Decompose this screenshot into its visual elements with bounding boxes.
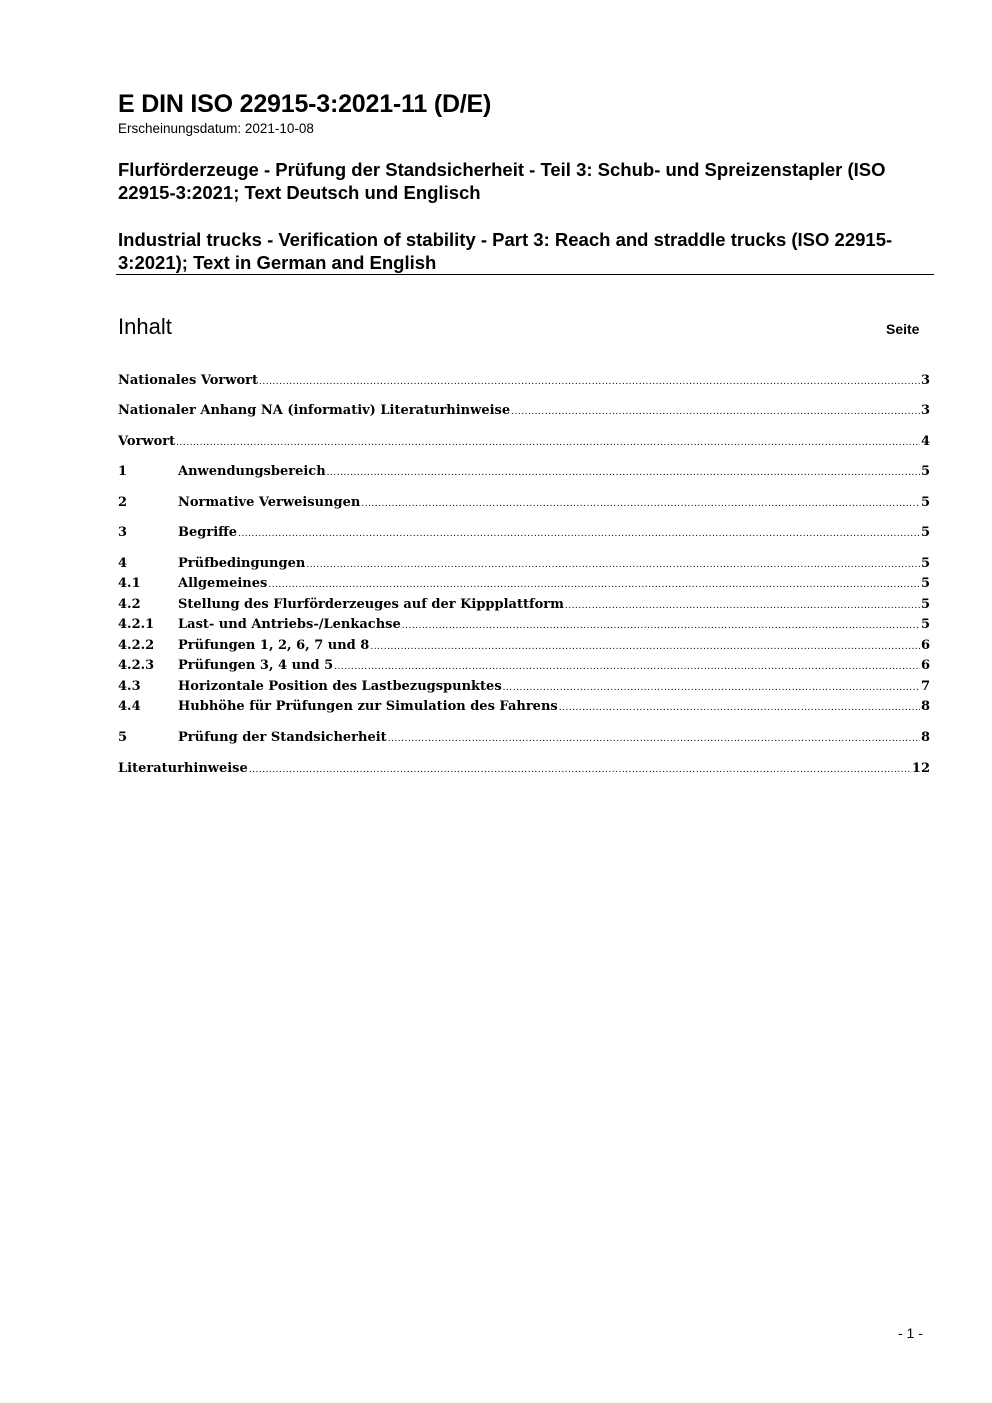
toc-entry[interactable] — [118, 596, 930, 614]
toc-entry-page: 5 — [920, 576, 930, 591]
toc-dot-leader — [565, 597, 920, 615]
toc-entry[interactable] — [118, 494, 930, 512]
toc-dot-leader — [503, 679, 920, 697]
toc-entry-page: 3 — [920, 373, 930, 388]
toc-entry-number: 4.2 — [118, 597, 141, 612]
toc-heading: Inhalt — [118, 314, 172, 339]
toc-entry-page: 5 — [920, 617, 930, 632]
toc-dot-leader — [361, 495, 920, 513]
toc-dot-leader — [327, 464, 920, 482]
toc-dot-leader — [370, 638, 920, 656]
toc-entry-number: 5 — [118, 730, 128, 745]
document-id: E DIN ISO 22915-3:2021-11 (D/E) — [118, 90, 492, 118]
toc-dot-leader — [249, 761, 911, 779]
toc-entry-page: 5 — [920, 597, 930, 612]
toc-entry-title: Prüfungen 3, 4 und 5 — [178, 658, 334, 673]
toc-page-column-label: Seite — [886, 321, 920, 337]
toc-entry[interactable] — [118, 698, 930, 716]
toc-dot-leader — [176, 434, 920, 452]
toc-entry-number: 4.3 — [118, 679, 141, 694]
title-divider — [116, 274, 934, 275]
toc-dot-leader — [334, 658, 920, 676]
toc-entry-title: Stellung des Flurförderzeuges auf der Kippplattform — [178, 597, 564, 612]
toc-dot-leader — [402, 617, 920, 635]
toc-entry-page: 5 — [920, 464, 930, 479]
toc-entry-page: 3 — [920, 403, 930, 418]
toc-entry[interactable] — [118, 729, 930, 747]
toc-dot-leader — [306, 556, 920, 574]
toc-entry-title: Vorwort — [118, 434, 176, 449]
toc-entry-title: Prüfbedingungen — [178, 556, 306, 571]
title-german: Flurförderzeuge - Prüfung der Standsicherheit - Teil 3: Schub- und Spreizenstapler (ISO 22915-3:2021; Text Deutsch und Englisch — [118, 159, 886, 203]
toc-entry[interactable] — [118, 372, 930, 390]
toc-entry-number: 1 — [118, 464, 128, 479]
toc-entry[interactable] — [118, 524, 930, 542]
toc-entry[interactable] — [118, 637, 930, 655]
toc-dot-leader — [388, 730, 920, 748]
toc-entry[interactable] — [118, 760, 930, 778]
toc-entry-title: Last- und Antriebs-/Lenkachse — [178, 617, 401, 632]
toc-entry[interactable] — [118, 463, 930, 481]
toc-entry-page: 8 — [920, 699, 930, 714]
toc-entry-number: 4.4 — [118, 699, 141, 714]
toc-entry[interactable] — [118, 402, 930, 420]
toc-entry[interactable] — [118, 678, 930, 696]
toc-entry-title: Prüfungen 1, 2, 6, 7 und 8 — [178, 638, 370, 653]
toc-entry-title: Literaturhinweise — [118, 761, 248, 776]
toc-dot-leader — [511, 403, 920, 421]
toc-entry-page: 4 — [920, 434, 930, 449]
toc-dot-leader — [238, 525, 920, 543]
toc-entry[interactable] — [118, 575, 930, 593]
toc-entry-page: 5 — [920, 525, 930, 540]
toc-entry-title: Normative Verweisungen — [178, 495, 361, 510]
toc-entry-page: 8 — [920, 730, 930, 745]
toc-entry-title: Nationales Vorwort — [118, 373, 258, 388]
toc-entry-number: 4.1 — [118, 576, 141, 591]
toc-entry-title: Horizontale Position des Lastbezugspunktes — [178, 679, 502, 694]
toc-dot-leader — [268, 576, 920, 594]
toc-entry-page: 6 — [920, 658, 930, 673]
toc-entry-title: Anwendungsbereich — [178, 464, 326, 479]
toc-entry-page: 5 — [920, 556, 930, 571]
toc-entry-page: 12 — [911, 761, 930, 776]
toc-entry-number: 4 — [118, 556, 128, 571]
toc-entry[interactable] — [118, 616, 930, 634]
toc-entry-number: 2 — [118, 495, 128, 510]
toc-entry[interactable] — [118, 657, 930, 675]
toc-entry[interactable] — [118, 555, 930, 573]
page-number: - 1 - — [898, 1325, 923, 1341]
toc-entry-page: 6 — [920, 638, 930, 653]
toc-dot-leader — [259, 373, 920, 391]
toc-entry-number: 4.2.2 — [118, 638, 155, 653]
toc-entry-number: 4.2.3 — [118, 658, 155, 673]
toc-entry[interactable] — [118, 433, 930, 451]
publication-date: Erscheinungsdatum: 2021-10-08 — [118, 121, 314, 136]
toc-entry-number: 4.2.1 — [118, 617, 155, 632]
toc-entry-title: Begriffe — [178, 525, 238, 540]
toc-entry-page: 5 — [920, 495, 930, 510]
toc-entry-number: 3 — [118, 525, 128, 540]
toc-entry-title: Nationaler Anhang NA (informativ) Literaturhinweise — [118, 403, 511, 418]
title-english: Industrial trucks - Verification of stability - Part 3: Reach and straddle trucks (ISO 22915-3:2021); Text in German and English — [118, 229, 893, 273]
toc-entry-title: Allgemeines — [178, 576, 268, 591]
toc-entry-title: Hubhöhe für Prüfungen zur Simulation des Fahrens — [178, 699, 558, 714]
toc-entry-page: 7 — [920, 679, 930, 694]
toc-dot-leader — [559, 699, 920, 717]
toc-entry-title: Prüfung der Standsicherheit — [178, 730, 387, 745]
